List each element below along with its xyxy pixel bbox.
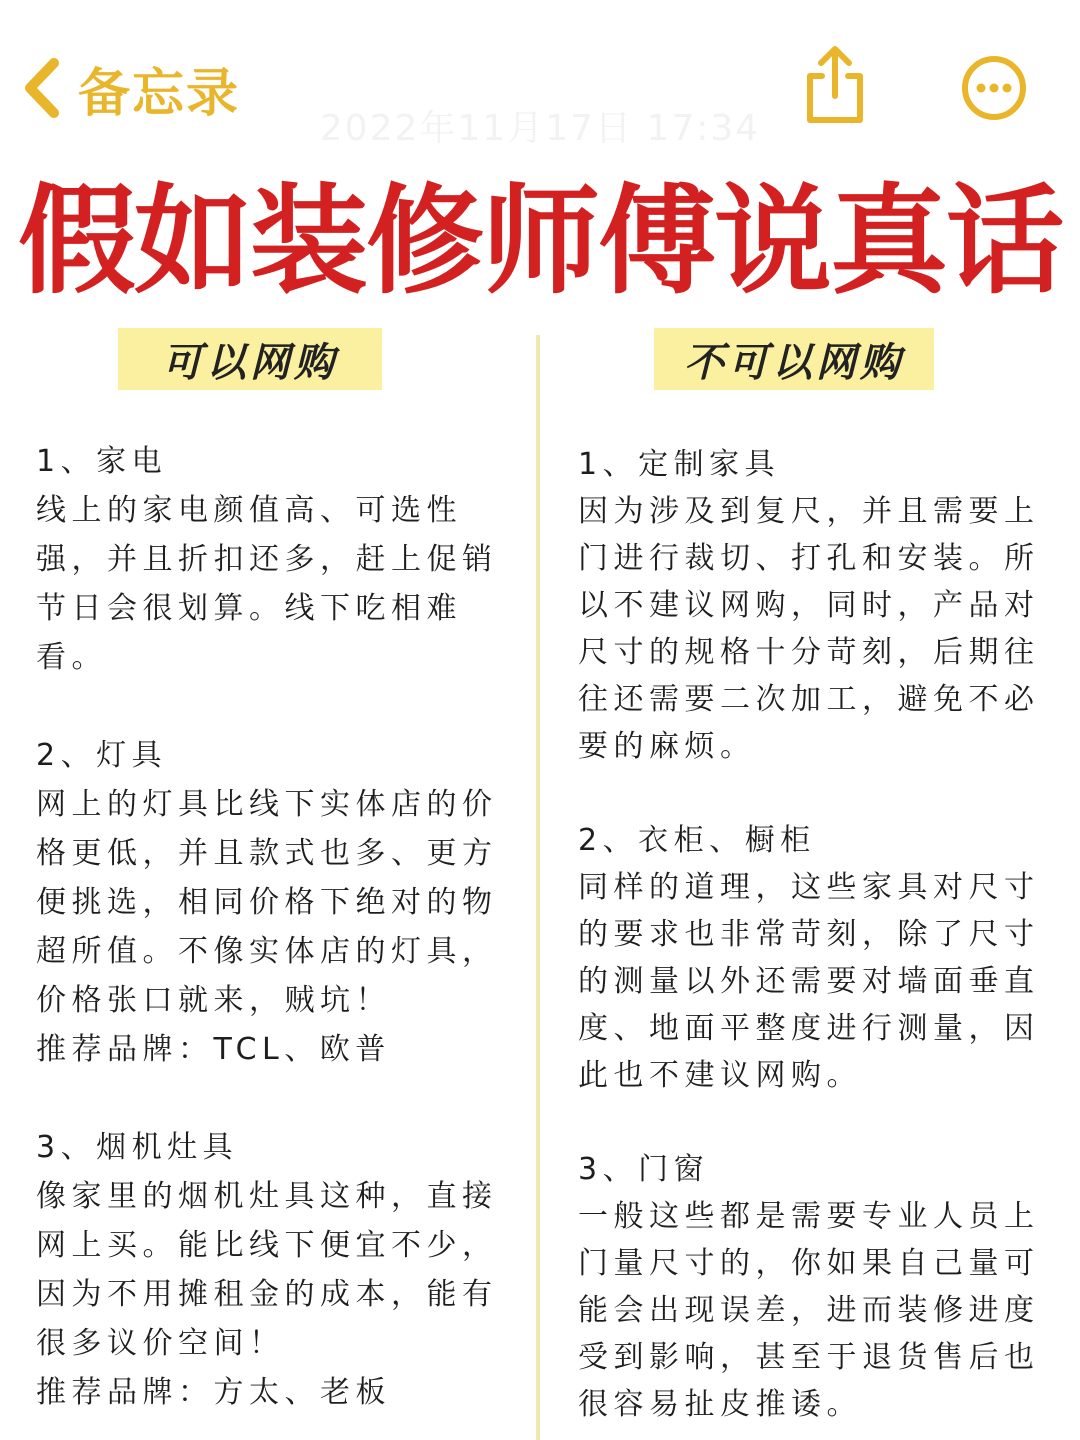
- list-item: [36, 731, 512, 1074]
- item-brand: 推荐品牌：TCL、欧普: [36, 1032, 391, 1067]
- item-body: 像家里的烟机灶具这种，直接网上买。能比线下便宜不少，因为不用摊租金的成本，能有很多议价空间！: [36, 1179, 498, 1361]
- item-body: 因为涉及到复尺，并且需要上门进行裁切、打孔和安装。所以不建议网购，同时，产品对尺寸的规格十分苛刻，后期往往还需要二次加工，避免不必要的麻烦。: [578, 494, 1040, 764]
- item-title: 3、门窗: [578, 1152, 710, 1187]
- list-item: [578, 1146, 1054, 1428]
- item-body: 线上的家电颜值高、可选性强，并且折扣还多，赶上促销节日会很划算。线下吃相难看。: [36, 493, 498, 675]
- item-body: 一般这些都是需要专业人员上门量尺寸的，你如果自己量可能会出现误差，进而装修进度受到影响，甚至于退货售后也很容易扯皮推诿。: [578, 1199, 1040, 1422]
- item-title: 2、灯具: [36, 738, 168, 773]
- item-title: 2、衣柜、橱柜: [578, 823, 816, 858]
- back-label: 备忘录: [78, 63, 241, 124]
- item-body: 网上的灯具比线下实体店的价格更低，并且款式也多、更方便挑选，相同价格下绝对的物超所值。不像实体店的灯具，价格张口就来，贼坑！: [36, 787, 498, 1018]
- note-timestamp: 2022年11月17日 17:34: [319, 108, 761, 149]
- list-item: [578, 441, 1054, 770]
- item-title: 3、烟机灶具: [36, 1130, 239, 1165]
- column-divider: [536, 335, 540, 1440]
- left-column: [36, 437, 512, 1417]
- left-column-heading: 可以网购: [118, 328, 382, 390]
- top-bar: [0, 0, 1080, 150]
- item-body: 同样的道理，这些家具对尺寸的要求也非常苛刻，除了尺寸的测量以外还需要对墙面垂直度、地面平整度进行测量，因此也不建议网购。: [578, 870, 1040, 1093]
- list-item: [578, 817, 1054, 1099]
- page-title: 假如装修师傅说真话: [17, 172, 1062, 310]
- item-title: 1、家电: [36, 444, 168, 479]
- item-title: 1、定制家具: [578, 447, 781, 482]
- list-item: [36, 1123, 512, 1417]
- list-item: [36, 437, 512, 682]
- item-brand: 推荐品牌：方太、老板: [36, 1375, 391, 1410]
- right-column-heading: 不可以网购: [654, 328, 934, 390]
- right-column: [578, 441, 1054, 1428]
